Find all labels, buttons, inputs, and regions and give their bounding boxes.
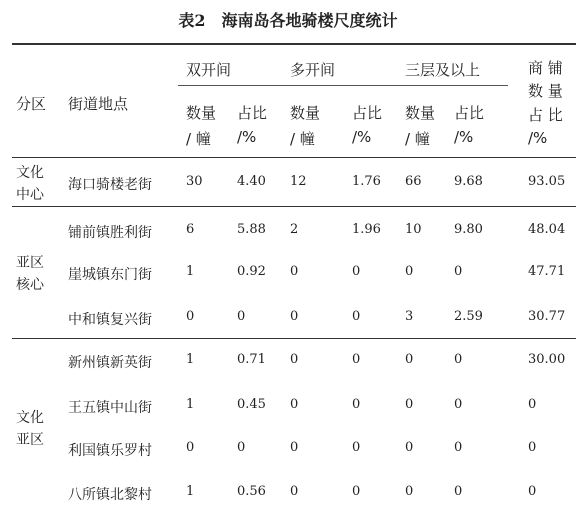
header-district: 分区 [16, 95, 47, 113]
row-cell-c2: 0 [290, 440, 299, 455]
header-ratio-3a: 占比 [454, 104, 485, 122]
group-label-3b: 亚区 [16, 432, 44, 448]
group-label-1a: 文化 [16, 165, 44, 181]
row-cell-c1: 1 [186, 352, 195, 367]
row-cell-r2: 0 [352, 397, 361, 412]
header-bottom-rule [12, 157, 576, 158]
header-ratio-2a: 占比 [352, 104, 383, 122]
row-cell-r1: 5.88 [237, 222, 266, 237]
header-shop-line3: 占 比 [528, 106, 563, 124]
row-street: 中和镇复兴街 [68, 312, 152, 328]
row-cell-c3: 0 [405, 440, 414, 455]
row-cell-c1: 0 [186, 440, 195, 455]
row-street: 新州镇新英街 [68, 355, 152, 371]
row-cell-c1: 30 [186, 174, 203, 189]
header-count-3a: 数量 [405, 104, 436, 122]
row-cell-c3: 0 [405, 264, 414, 279]
row-cell-shop: 30.00 [528, 352, 566, 367]
header-shop-line4: /% [528, 129, 548, 147]
header-multi: 多开间 [290, 61, 336, 79]
group1-rule [12, 206, 576, 207]
row-street: 海口骑楼老街 [68, 177, 152, 193]
row-cell-r2: 0 [352, 309, 361, 324]
header-subrule [178, 85, 508, 86]
row-cell-shop: 93.05 [528, 174, 566, 189]
group-label-2b: 核心 [16, 277, 44, 293]
row-cell-r3: 0 [454, 352, 463, 367]
header-shop-line2: 数 量 [528, 82, 563, 100]
row-street: 王五镇中山街 [68, 400, 152, 416]
row-cell-c3: 66 [405, 174, 422, 189]
row-cell-c1: 0 [186, 309, 195, 324]
group2-rule [12, 338, 576, 339]
row-cell-r1: 0.71 [237, 352, 266, 367]
row-cell-c1: 1 [186, 484, 195, 499]
row-cell-c2: 0 [290, 352, 299, 367]
header-ratio-3b: /% [454, 128, 474, 146]
row-cell-r1: 0 [237, 440, 246, 455]
header-ratio-2b: /% [352, 128, 372, 146]
header-double: 双开间 [186, 61, 232, 79]
header-three: 三层及以上 [405, 61, 481, 79]
group-label-3a: 文化 [16, 410, 44, 426]
header-ratio-1a: 占比 [237, 104, 268, 122]
row-cell-shop: 0 [528, 397, 537, 412]
row-cell-c2: 12 [290, 174, 307, 189]
row-cell-c3: 10 [405, 222, 422, 237]
row-cell-c2: 0 [290, 484, 299, 499]
header-shop-line1: 商 铺 [528, 59, 563, 77]
row-cell-c3: 0 [405, 397, 414, 412]
header-count-2b: / 幢 [290, 130, 315, 148]
row-cell-r2: 0 [352, 440, 361, 455]
row-street: 铺前镇胜利街 [68, 225, 152, 241]
row-cell-c1: 6 [186, 222, 195, 237]
row-cell-r3: 0 [454, 397, 463, 412]
row-cell-r3: 9.80 [454, 222, 483, 237]
row-cell-c2: 0 [290, 264, 299, 279]
row-cell-shop: 48.04 [528, 222, 566, 237]
row-cell-r1: 0.56 [237, 484, 266, 499]
header-count-2a: 数量 [290, 104, 321, 122]
row-cell-r1: 4.40 [237, 174, 266, 189]
row-cell-r3: 0 [454, 484, 463, 499]
row-street: 崖城镇东门街 [68, 267, 152, 283]
table-title: 表2 海南岛各地骑楼尺度统计 [178, 11, 398, 30]
row-cell-shop: 0 [528, 484, 537, 499]
top-rule [12, 43, 576, 45]
row-cell-r1: 0.45 [237, 397, 266, 412]
row-cell-r2: 0 [352, 264, 361, 279]
header-count-1b: / 幢 [186, 130, 211, 148]
row-cell-c2: 0 [290, 397, 299, 412]
row-cell-c3: 3 [405, 309, 414, 324]
row-street: 利国镇乐罗村 [68, 443, 152, 459]
row-cell-r3: 0 [454, 440, 463, 455]
row-cell-shop: 47.71 [528, 264, 566, 279]
row-street: 八所镇北黎村 [68, 487, 152, 503]
row-cell-r2: 0 [352, 352, 361, 367]
header-ratio-1b: /% [237, 128, 257, 146]
row-cell-shop: 0 [528, 440, 537, 455]
row-cell-r1: 0 [237, 309, 246, 324]
row-cell-shop: 30.77 [528, 309, 566, 324]
row-cell-r2: 1.96 [352, 222, 381, 237]
row-cell-r1: 0.92 [237, 264, 266, 279]
row-cell-c2: 2 [290, 222, 299, 237]
group-label-2a: 亚区 [16, 255, 44, 271]
header-count-3b: / 幢 [405, 130, 430, 148]
row-cell-c3: 0 [405, 352, 414, 367]
row-cell-r2: 1.76 [352, 174, 381, 189]
group-label-1b: 中心 [16, 187, 44, 203]
row-cell-c1: 1 [186, 397, 195, 412]
row-cell-r3: 2.59 [454, 309, 483, 324]
row-cell-c2: 0 [290, 309, 299, 324]
header-count-1a: 数量 [186, 104, 217, 122]
row-cell-c3: 0 [405, 484, 414, 499]
row-cell-r3: 0 [454, 264, 463, 279]
row-cell-r3: 9.68 [454, 174, 483, 189]
header-street: 街道地点 [68, 95, 129, 113]
row-cell-c1: 1 [186, 264, 195, 279]
row-cell-r2: 0 [352, 484, 361, 499]
